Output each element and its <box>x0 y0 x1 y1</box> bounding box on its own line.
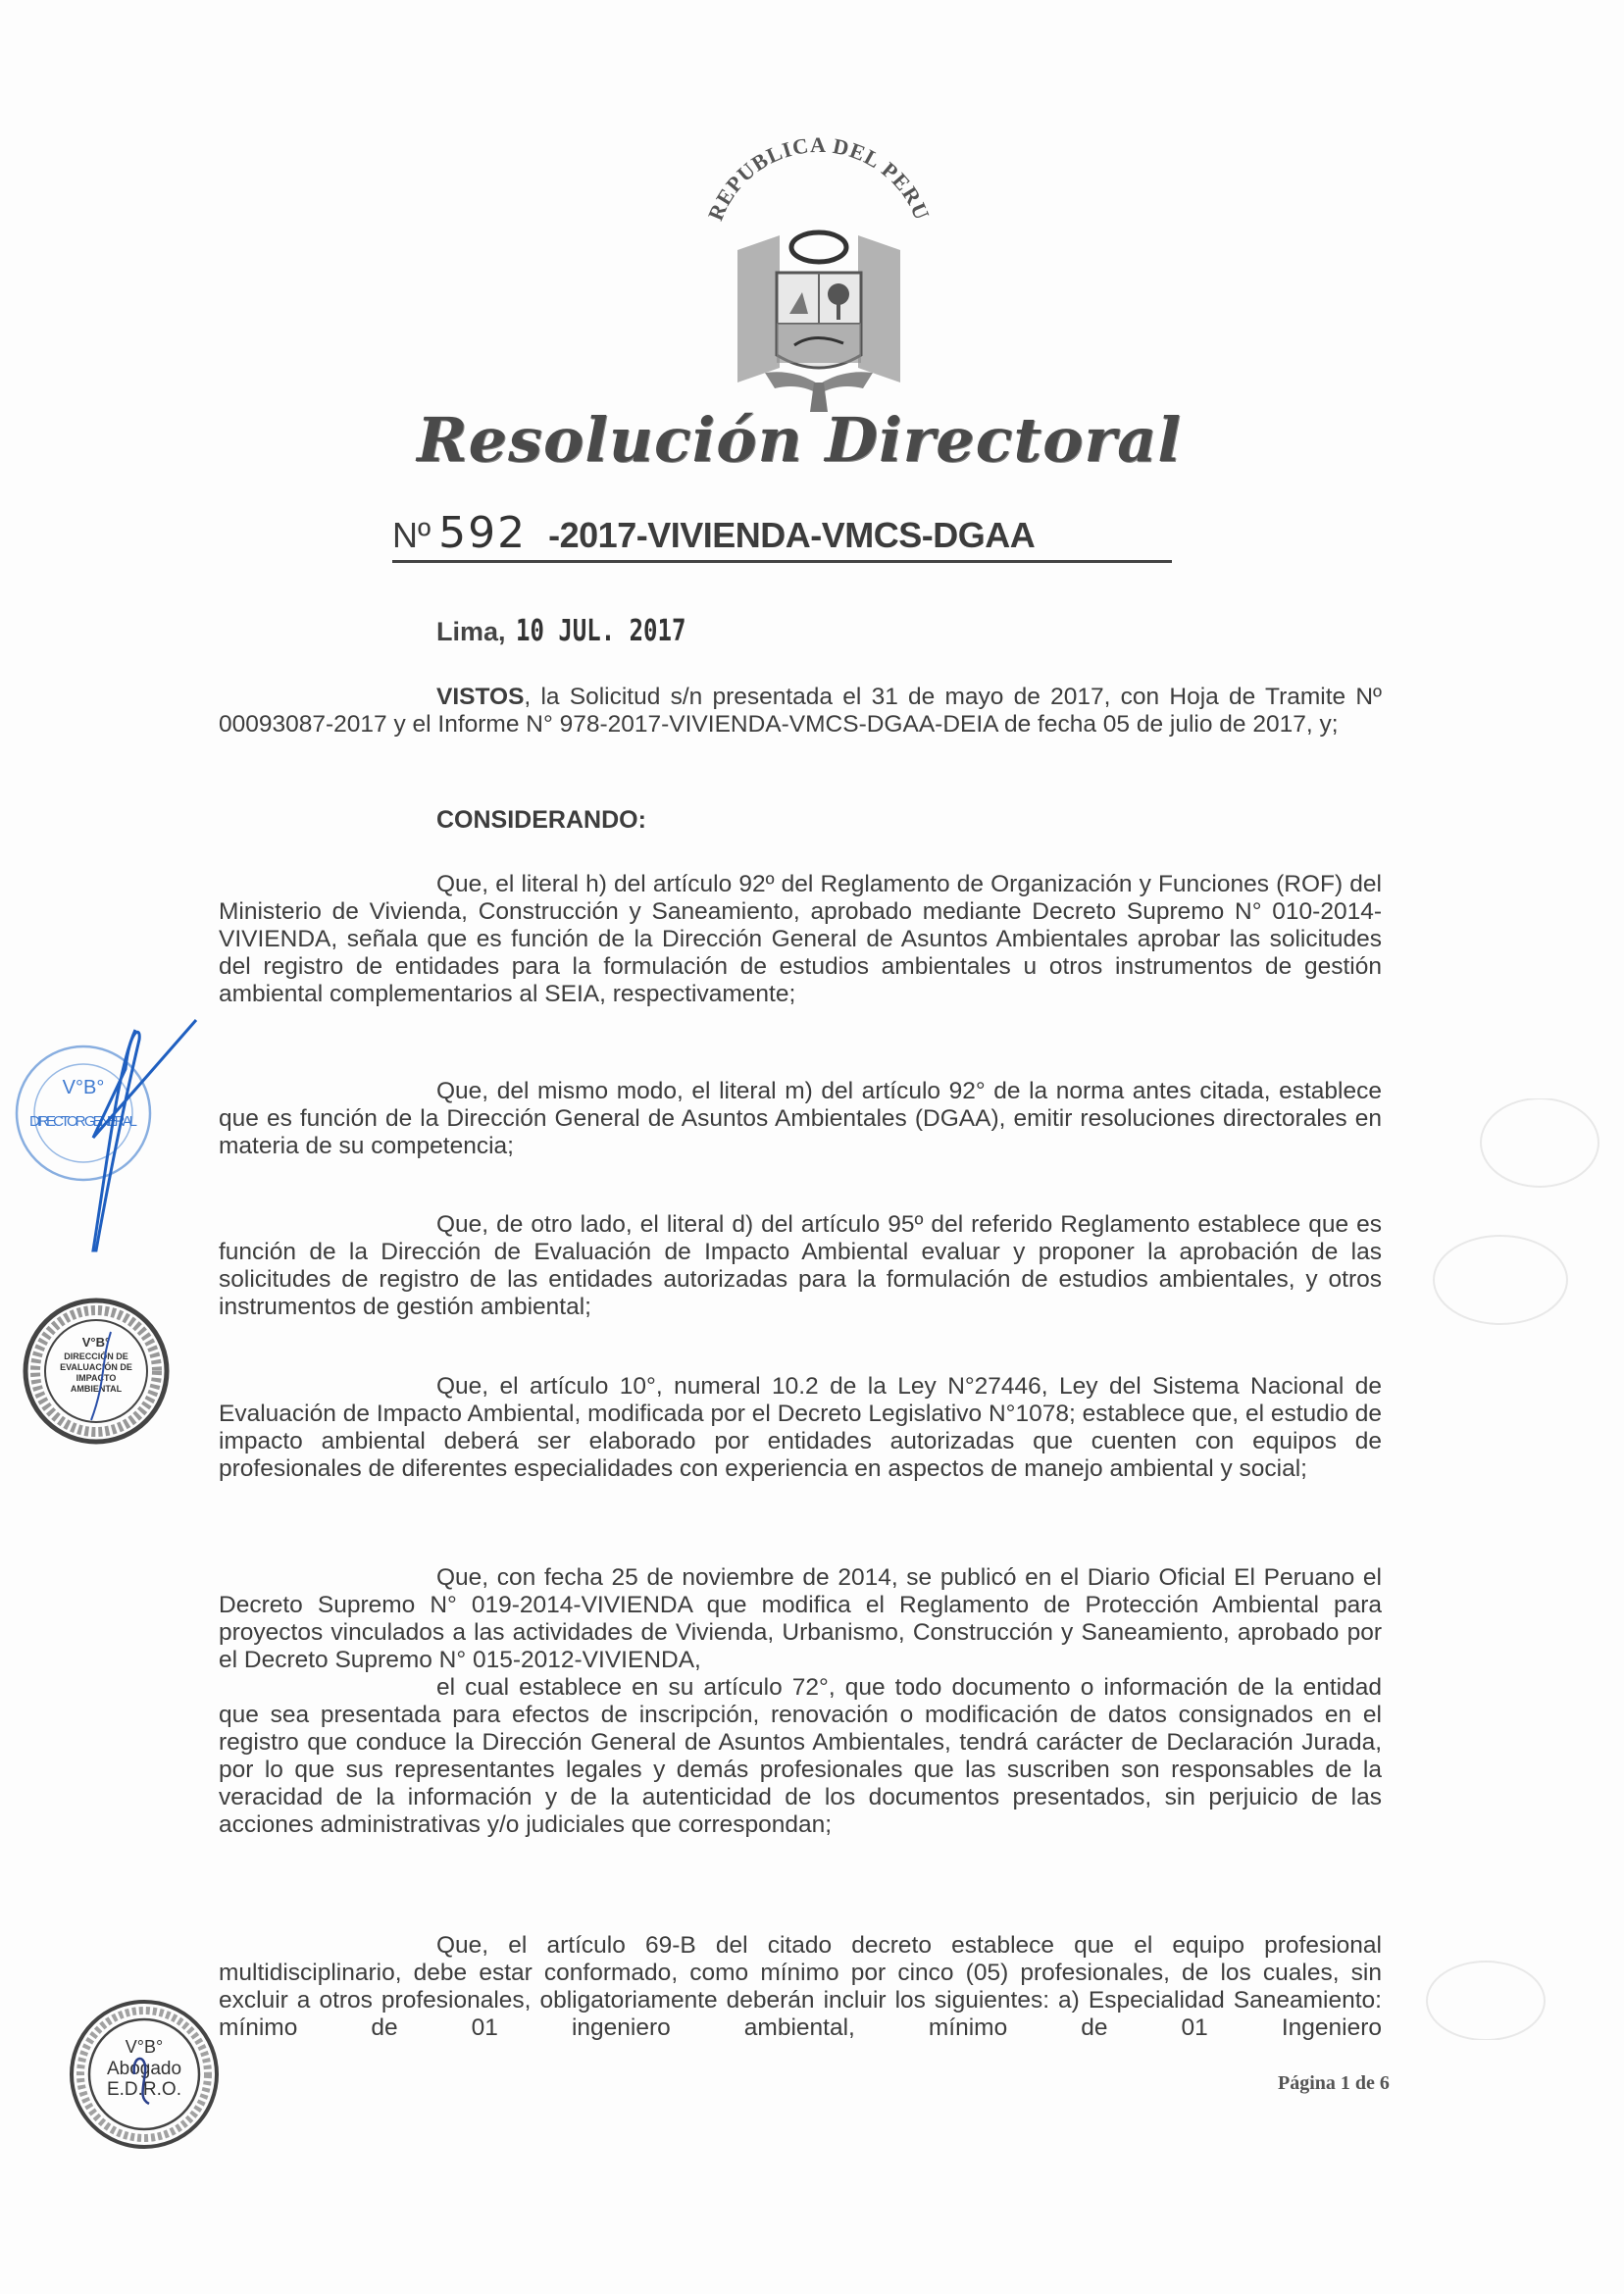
paragraph-text: Que, el artículo 69-B del citado decreto establece que el equipo profesional multidisciplinario, debe estar conformado, como mínimo por cinco (05) profesionales, de los cuales, sin excluir a otros profesionales, obligatoriamente deberán incluir los siguientes: a) Especialidad Saneamiento: mínimo de 01 ingeniero ambiental, mínimo de 01 Ingeniero <box>219 1932 1382 2041</box>
stamp-office: Abogado E.D.R.O. <box>106 2059 182 2100</box>
considerando-heading: CONSIDERANDO: <box>436 806 646 834</box>
evaluation-directorate-stamp <box>18 1293 175 1450</box>
paragraph-6 <box>219 1932 1382 2042</box>
lawyer-stamp <box>61 1996 228 2153</box>
document-title: Resolución Directoral <box>417 404 1182 476</box>
resolution-number <box>392 508 1172 563</box>
place-label: Lima, <box>436 617 506 646</box>
paragraph-3 <box>219 1211 1382 1321</box>
stamp-office: DIRECTOR GENERAL <box>29 1113 137 1130</box>
signature-icon <box>93 1020 196 1250</box>
page-number: Página 1 de 6 <box>1278 2072 1390 2094</box>
flag-left-icon <box>737 235 780 382</box>
vistos-paragraph <box>219 684 1382 739</box>
number-prefix: Nº <box>392 515 431 555</box>
stamp-vobo: V°B° <box>125 2037 164 2057</box>
paragraph-2 <box>219 1078 1382 1160</box>
coat-of-arms-seal <box>686 137 951 412</box>
flag-right-icon <box>858 235 900 382</box>
stamp-office: DIRECCIÓN DE EVALUACIÓN DE IMPACTO AMBIENTAL <box>60 1351 132 1394</box>
place-date-line <box>436 614 728 648</box>
paragraph-text: el cual establece en su artículo 72°, que todo documento o información de la entidad que sea presentada para efectos de inscripción, renovación o modificación de datos consignados en el registro que conduce la Dirección General de Asuntos Ambientales, tendrá carácter de Declaración Jurada, por lo que sus representantes legales y demás profesionales que las suscriben son responsables de la veracidad de la información y de la autenticidad de los documentos presentados, sin perjuicio de las acciones administrativas y/o judiciales que correspondan; <box>219 1674 1382 1838</box>
paragraph-text: Que, el literal h) del artículo 92º del Reglamento de Organización y Funciones (ROF) del Ministerio de Vivienda, Construcción y Saneamiento, aprobado mediante Decreto Supremo N° 010-2014-VIVIENDA, señala que es función de la Dirección General de Asuntos Ambientales aprobar las solicitudes del registro de entidades para la formulación de estudios ambientales u otros instrumentos de gestión ambiental complementarios al SEIA, respectivamente; <box>219 871 1382 1007</box>
resolution-code: -2017-VIVIENDA-VMCS-DGAA <box>548 515 1036 555</box>
paragraph-5 <box>219 1564 1382 1839</box>
vistos-lead: VISTOS <box>436 684 525 710</box>
stamp-vobo: V°B° <box>81 1335 111 1350</box>
director-general-stamp <box>10 1010 206 1255</box>
paragraph-text: Que, de otro lado, el literal d) del artículo 95º del referido Reglamento establece que es función de la Dirección de Evaluación de Impacto Ambiental evaluar y proponer la aprobación de las solicitudes de registro de las entidades autorizadas para la formulación de estudios ambientales, y otros instrumentos de gestión ambiental; <box>219 1211 1382 1320</box>
handwritten-number: 592 <box>438 508 528 558</box>
paragraph-text: Que, el artículo 10°, numeral 10.2 de la Ley N°27446, Ley del Sistema Nacional de Evaluación de Impacto Ambiental, modificada por el Decreto Legislativo N°1078; establece que, el estudio de impacto ambiental deberá ser elaborado por entidades autorizadas que cuenten con equipos de profesionales de diferentes especialidades con experiencia en aspectos de manejo ambiental y social; <box>219 1373 1382 1482</box>
seal-arc-text: REPUBLICA DEL PERU <box>702 137 936 225</box>
wreath-icon <box>791 232 846 262</box>
bleed-through-marks <box>1422 1098 1608 2040</box>
vistos-text: , la Solicitud s/n presentada el 31 de mayo de 2017, con Hoja de Tramite Nº 00093087-2017 y el Informe N° 978-2017-VIVIENDA-VMCS-DGAA-DEIA de fecha 05 de julio de 2017, y; <box>219 684 1382 738</box>
paragraph-1 <box>219 871 1382 1008</box>
stamp-vobo: V°B° <box>62 1077 105 1098</box>
cinchona-tree-icon <box>828 283 849 305</box>
paragraph-text: Que, con fecha 25 de noviembre de 2014, se publicó en el Diario Oficial El Peruano el Decreto Supremo N° 019-2014-VIVIENDA que modifica el Reglamento de Protección Ambiental para proyectos vinculados a las actividades de Vivienda, Urbanismo, Construcción y Saneamiento, aprobado por el Decreto Supremo N° 015-2012-VIVIENDA, <box>219 1564 1382 1673</box>
paragraph-text: Que, del mismo modo, el literal m) del artículo 92° de la norma antes citada, establece que es función de la Dirección General de Asuntos Ambientales (DGAA), emitir resoluciones directorales en materia de su competencia; <box>219 1078 1382 1159</box>
date-stamp: 10 JUL. 2017 <box>515 614 685 648</box>
paragraph-4 <box>219 1373 1382 1483</box>
